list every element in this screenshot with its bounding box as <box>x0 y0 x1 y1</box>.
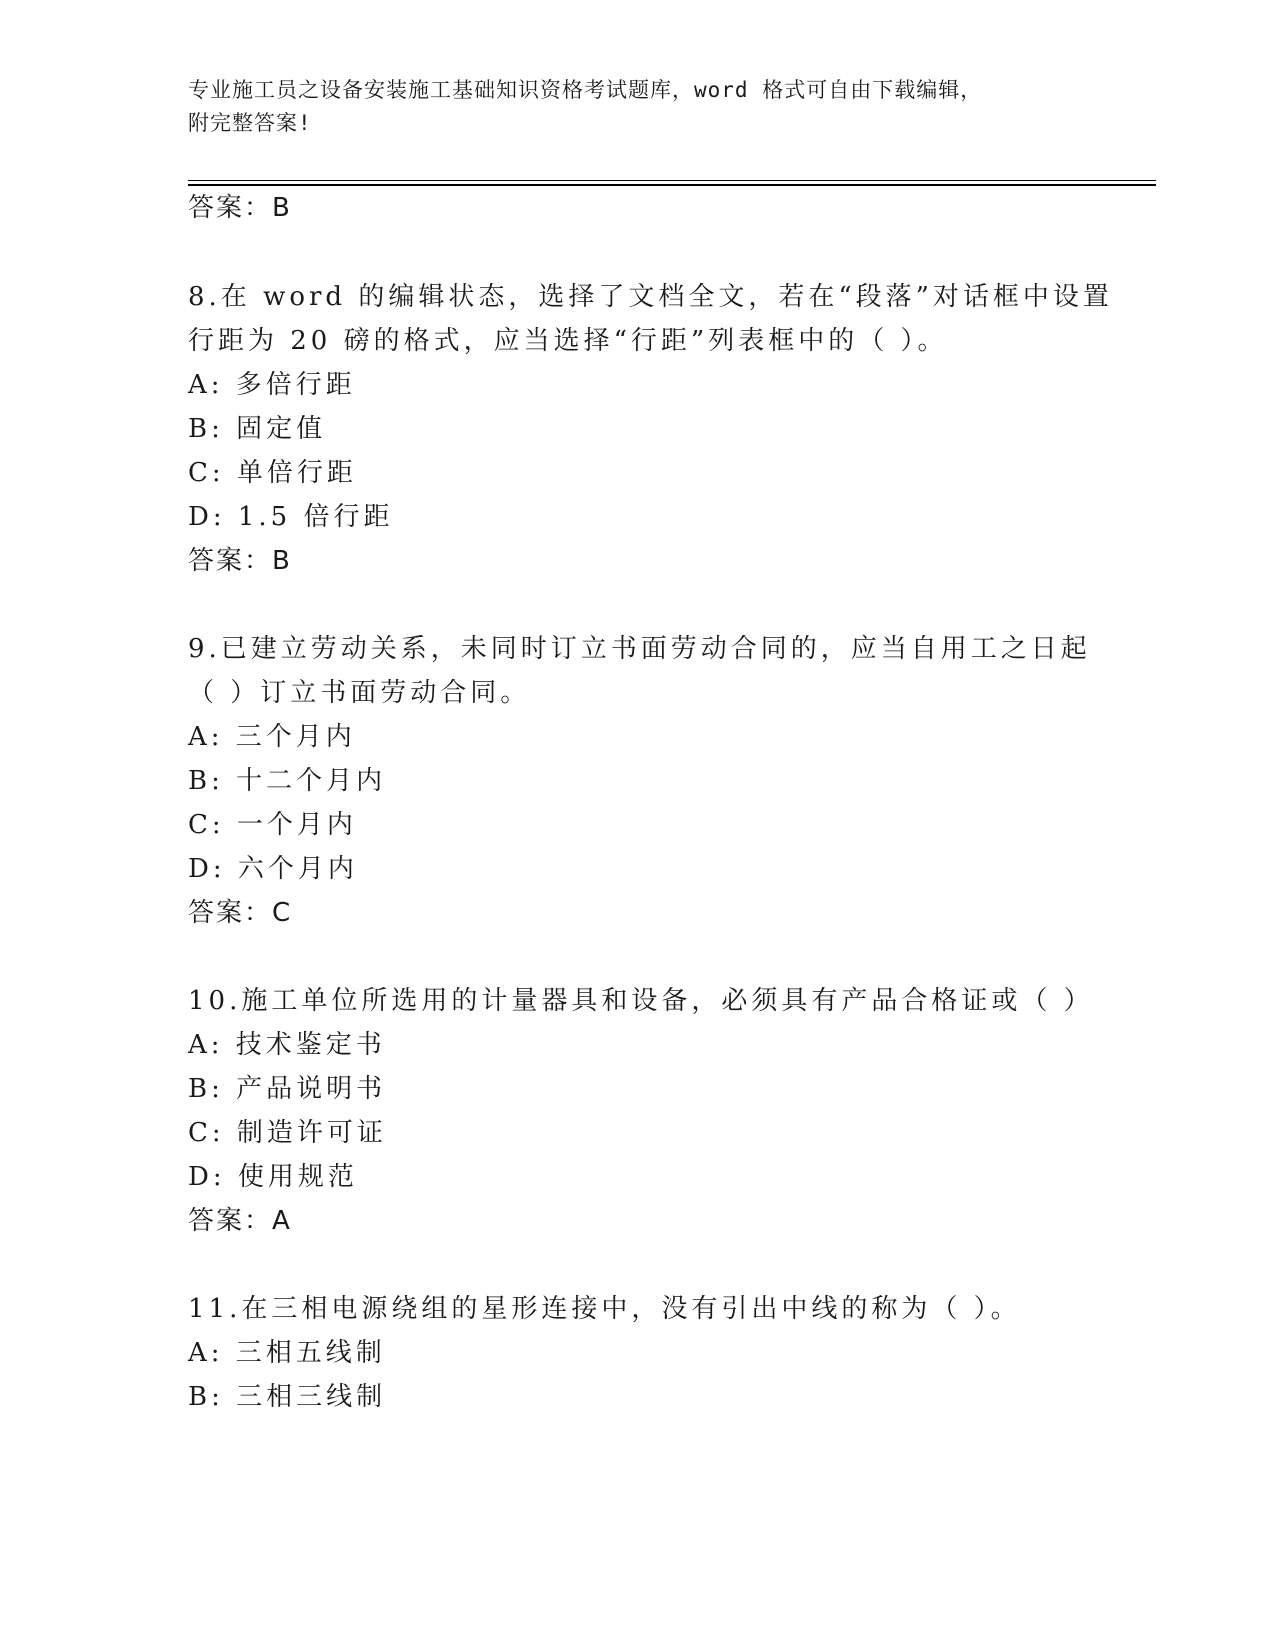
option-b: B: 三相三线制 <box>188 1382 387 1412</box>
answer: 答案：C <box>188 898 293 928</box>
option-c: C: 单倍行距 <box>188 458 357 488</box>
question-stem-line: 10.施工单位所选用的计量器具和设备，必须具有产品合格证或（ ） <box>188 986 1094 1016</box>
option-c: C: 制造许可证 <box>188 1118 387 1148</box>
question-stem-line: 11.在三相电源绕组的星形连接中，没有引出中线的称为（ ）。 <box>188 1294 1021 1324</box>
option-c: C: 一个月内 <box>188 810 357 840</box>
previous-answer: 答案：B <box>188 193 292 223</box>
document-header <box>188 74 1088 140</box>
option-d: D: 使用规范 <box>188 1162 358 1192</box>
question-stem-line: 行距为 20 磅的格式，应当选择“行距”列表框中的（ ）。 <box>188 326 948 356</box>
option-b: B: 十二个月内 <box>188 766 387 796</box>
answer: 答案：A <box>188 1206 292 1236</box>
header-line-1: 专业施工员之设备安装施工基础知识资格考试题库，word 格式可自由下载编辑， <box>188 78 983 102</box>
option-a: A: 三相五线制 <box>188 1338 386 1368</box>
header-divider-thick <box>188 184 1156 186</box>
option-b: B: 产品说明书 <box>188 1074 387 1104</box>
question-stem-line: （ ）订立书面劳动合同。 <box>188 678 531 708</box>
question-stem-line: 9.已建立劳动关系，未同时订立书面劳动合同的，应当自用工之日起 <box>188 634 1091 664</box>
option-a: A: 多倍行距 <box>188 370 356 400</box>
option-a: A: 三个月内 <box>188 722 356 752</box>
header-divider-thin <box>188 180 1156 181</box>
header-line-2: 附完整答案! <box>188 111 312 135</box>
option-b: B: 固定值 <box>188 414 327 444</box>
answer: 答案：B <box>188 546 292 576</box>
option-a: A: 技术鉴定书 <box>188 1030 386 1060</box>
question-stem-line: 8.在 word 的编辑状态，选择了文档全文，若在“段落”对话框中设置 <box>188 282 1113 312</box>
option-d: D: 六个月内 <box>188 854 358 884</box>
option-d: D: 1.5 倍行距 <box>188 502 394 532</box>
